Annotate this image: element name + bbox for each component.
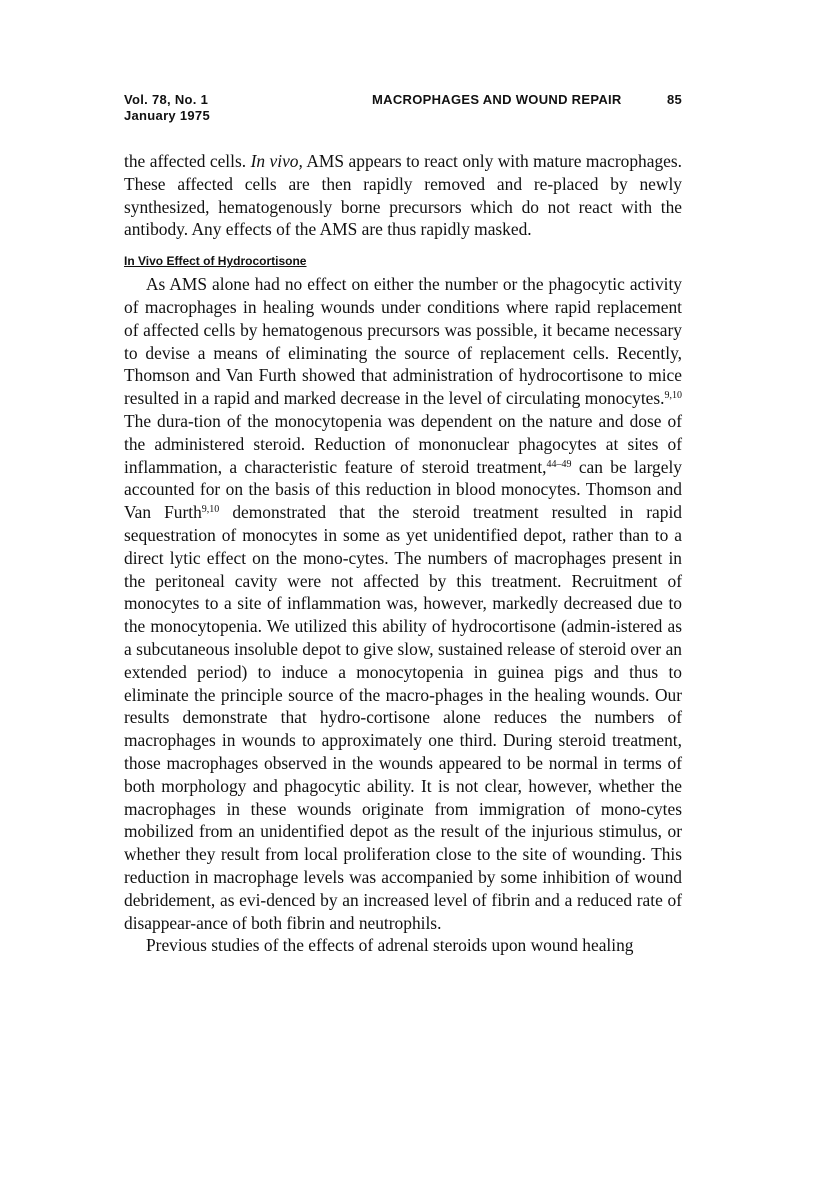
journal-date: January 1975 xyxy=(124,108,210,123)
running-title: MACROPHAGES AND WOUND REPAIR xyxy=(372,92,622,107)
paragraph-2-part-1: As AMS alone had no effect on either the number or the phagocytic activity of macrophages in healing wounds under conditions where rapid replacement of affected cells by hematogenous precursors was possible, it became necessary to devise a means of eliminating the source of replacement cells. Recently, Thomson and Van Furth showed that administration of hydrocortisone to mice resulted in a rapid and marked decrease in the level of circulating monocytes. xyxy=(124,274,682,409)
paragraph-2-part-3: can be largely accounted for on the basis of this reduction in blood monocytes. Thomson and Van Furth xyxy=(124,456,682,523)
reference-marker: 9,10 xyxy=(201,504,220,516)
page-number: 85 xyxy=(666,92,682,107)
paragraph-2 xyxy=(124,273,682,934)
paragraph-3 xyxy=(124,934,682,957)
paragraph-2-part-2: The dura-tion of the monocytopenia was dependent on the nature and dose of the administered steroid. Reduction of mononuclear phagocytes at sites of inflammation, a characteristic feature of steroid treatment, xyxy=(124,410,682,477)
paragraph-1-text-a: the affected cells. xyxy=(124,151,251,171)
reference-marker: 44–49 xyxy=(546,458,572,470)
paragraph-3-text: Previous studies of the effects of adrenal steroids upon wound healing xyxy=(146,935,634,956)
paragraph-1-text-b: AMS appears to react only with mature macrophages. These affected cells are then rapidly removed and re-placed by newly synthesized, hematogenously borne precursors which do not react with the antibody. Any effects of the AMS are thus rapidly masked. xyxy=(124,151,682,240)
paragraph-1 xyxy=(124,150,682,241)
paragraph-1-italic: In vivo, xyxy=(250,151,303,171)
body-text xyxy=(124,150,682,957)
section-heading: In Vivo Effect of Hydrocortisone xyxy=(124,254,307,269)
paragraph-2-part-4: demonstrated that the steroid treatment resulted in rapid sequestration of monocytes in some as yet unidentified depot, rather than to a direct lytic effect on the mono-cytes. The numbers of macrophages present in the peritoneal cavity were not affected by this treatment. Recruitment of monocytes to a site of inflammation was, however, markedly decreased due to the monocytopenia. We utilized this ability of hydrocortisone (admin-istered as a subcutaneous insoluble depot to give slow, sustained release of steroid over an extended period) to induce a monocytopenia in guinea pigs and thus to eliminate the principle source of the macro-phages in the healing wounds. Our results demonstrate that hydro-cortisone alone reduces the numbers of macrophages in wounds to approximately one third. During steroid treatment, those macrophages observed in the wounds appeared to be normal in terms of both morphology and phagocytic ability. It is not clear, however, whether the macrophages in these wounds originate from immigration of mono-cytes mobilized from an unidentified depot as the result of the injurious stimulus, or whether they result from local proliferation close to the site of wounding. This reduction in macrophage levels was accompanied by some inhibition of wound debridement, as evi-denced by an increased level of fibrin and a reduced rate of disappear-ance of both fibrin and neutrophils. xyxy=(124,502,682,933)
reference-marker: 9,10 xyxy=(664,390,682,402)
journal-volume: Vol. 78, No. 1 xyxy=(124,92,209,107)
